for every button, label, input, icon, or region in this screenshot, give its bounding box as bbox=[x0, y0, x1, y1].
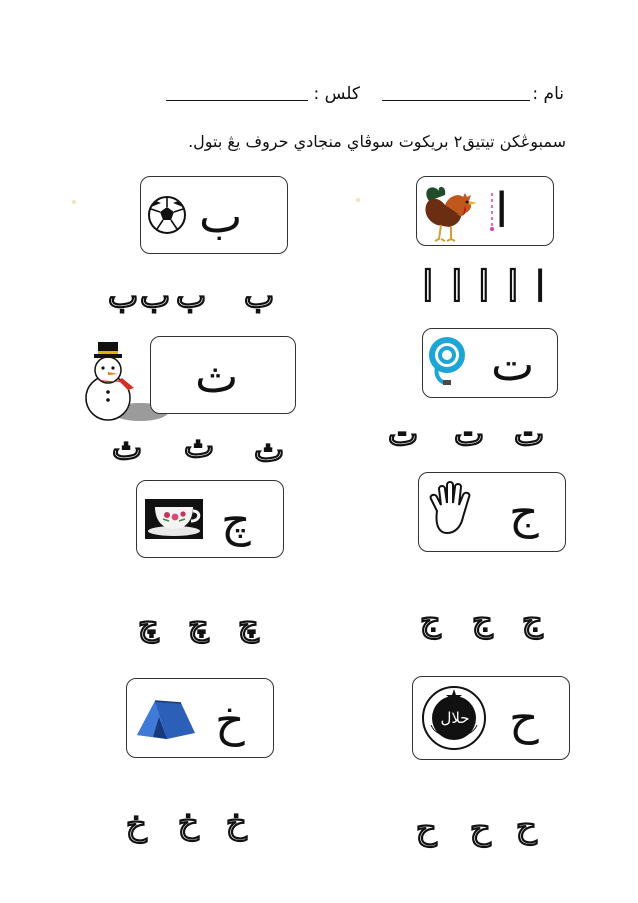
card-kha bbox=[126, 678, 274, 758]
trace-alif-4[interactable]: ا bbox=[451, 262, 463, 311]
trace-jim-2[interactable]: ج bbox=[472, 601, 493, 639]
letter-alif: ا bbox=[495, 183, 509, 239]
card-ha bbox=[412, 676, 570, 760]
trace-ba-3b[interactable]: ب bbox=[140, 277, 171, 315]
trace-tha-3[interactable]: ث bbox=[112, 429, 143, 467]
card-ta bbox=[422, 328, 558, 398]
trace-ta-2[interactable]: ت bbox=[454, 415, 485, 453]
decor-dot bbox=[72, 200, 76, 204]
card-ca bbox=[136, 480, 284, 558]
name-label: نام : bbox=[532, 84, 564, 104]
alif-stroke-guide bbox=[489, 191, 495, 231]
rooster-icon bbox=[419, 181, 483, 243]
letter-tha: ث bbox=[195, 349, 239, 403]
trace-ha-2[interactable]: ح bbox=[470, 809, 491, 847]
trace-ha-3[interactable]: ح bbox=[416, 809, 437, 847]
trace-alif-5[interactable]: ا bbox=[422, 262, 434, 311]
tent-icon bbox=[133, 697, 199, 741]
letter-ba: ب bbox=[199, 189, 243, 243]
trace-tha-1[interactable]: ث bbox=[254, 431, 285, 469]
trace-ta-3[interactable]: ت bbox=[388, 415, 419, 453]
trace-ta-1[interactable]: ت bbox=[514, 415, 545, 453]
soccer-ball-icon bbox=[147, 195, 187, 235]
trace-tha-2[interactable]: ث bbox=[184, 427, 215, 465]
class-label: کلس : bbox=[313, 84, 360, 104]
trace-alif-1[interactable]: ا bbox=[534, 262, 547, 313]
name-answer-line[interactable] bbox=[382, 100, 530, 101]
trace-jim-3[interactable]: ج bbox=[420, 601, 441, 639]
card-alif bbox=[416, 176, 554, 246]
trace-ba-1[interactable]: ب bbox=[244, 277, 275, 315]
trace-jim-1[interactable]: ج bbox=[522, 601, 543, 639]
halal-logo-text: حلال bbox=[440, 709, 470, 727]
trace-alif-3[interactable]: ا bbox=[478, 262, 490, 311]
class-answer-line[interactable] bbox=[166, 100, 308, 101]
letter-ca: چ bbox=[221, 493, 251, 547]
letter-ha: ح bbox=[509, 691, 539, 745]
trace-kha-1[interactable]: خ bbox=[226, 803, 247, 841]
trace-kha-2[interactable]: خ bbox=[178, 803, 199, 841]
decor-dot bbox=[356, 198, 360, 202]
card-ba bbox=[140, 176, 288, 254]
letter-ta: ت bbox=[491, 337, 535, 391]
card-jim bbox=[418, 472, 566, 552]
instruction-text: سمبوڠکن تيتيق٢ بريکوت سوڤاي منجادي حروف يڠ بتول. bbox=[188, 132, 566, 151]
trace-ha-1[interactable]: ح bbox=[516, 807, 537, 845]
letter-jim: ج bbox=[509, 485, 539, 539]
water-hose-icon bbox=[427, 337, 467, 387]
trace-alif-2[interactable]: ا bbox=[507, 262, 519, 311]
hand-icon bbox=[427, 481, 471, 537]
card-tha bbox=[150, 336, 296, 414]
trace-ba-2[interactable]: ب bbox=[176, 277, 207, 315]
trace-kha-3[interactable]: خ bbox=[126, 805, 147, 843]
trace-ca-3[interactable]: چ bbox=[138, 605, 159, 643]
letter-kha: خ bbox=[215, 693, 245, 747]
trace-ca-2[interactable]: چ bbox=[188, 605, 209, 643]
trace-ba-3[interactable]: ب bbox=[108, 277, 139, 315]
teacup-icon bbox=[145, 499, 203, 539]
trace-ca-1[interactable]: چ bbox=[238, 605, 259, 643]
